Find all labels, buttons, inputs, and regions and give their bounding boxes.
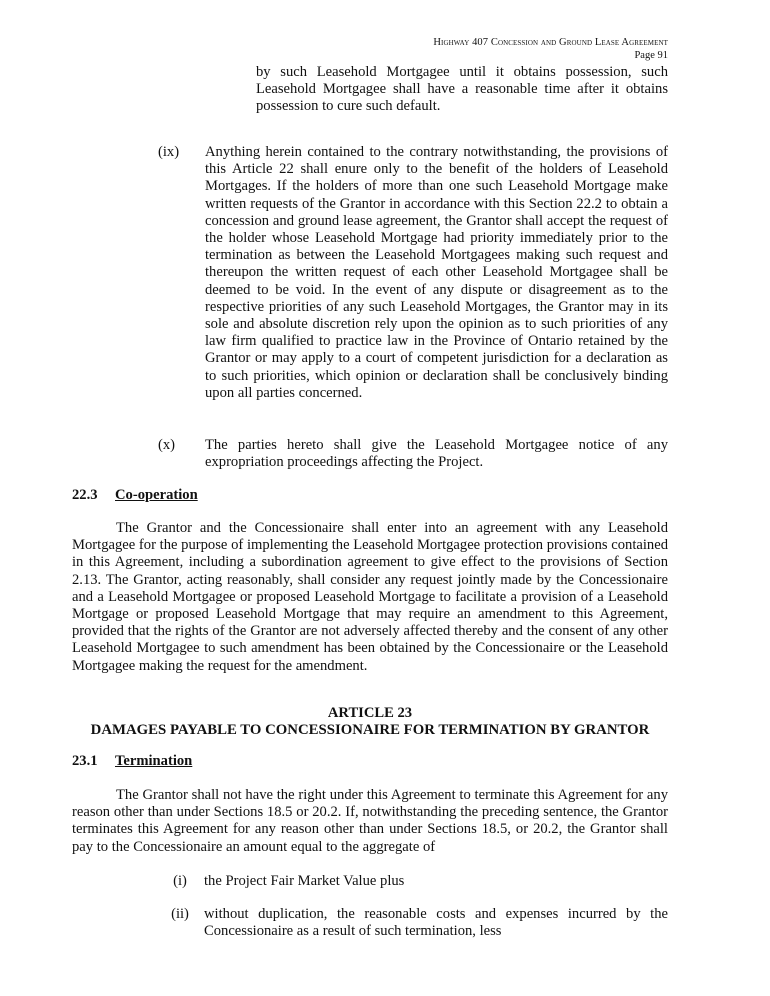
sub-item-text: the Project Fair Market Value plus [204, 873, 405, 889]
header-page-number: Page 91 [634, 50, 668, 61]
section-23-1-paragraph: The Grantor shall not have the right under this Agreement to terminate this Agreement for any reason other than under Sections 18.5 or 20.2. If, notwithstanding the preceding sentence, the Grantor terminates this Agreement for any reason other than under Sections 18.5, or 20.2, the Grantor shall pay to the Concessionaire an amount equal to the aggregate of [72, 787, 668, 855]
list-item-number: (x) [158, 437, 176, 453]
section-22-3-paragraph: The Grantor and the Concessionaire shall enter into an agreement with any Leasehold Mortgagee for the purpose of implementing the Leasehold Mortgagee protection provisions contained in this Agreement, including a subordination agreement to give effect to the provisions of Section 2.13. The Grantor, acting reasonably, shall consider any request jointly made by the Concessionaire and a Leasehold Mortgagee or proposed Leasehold Mortgage to facilitate a provision of a Leasehold Mortgage or proposed Leasehold Mortgage that may require an amendment to this Agreement, provided that the rights of the Grantor are not adversely affected thereby and the consent of any other Leasehold Mortgagee to such amendment has been obtained by the Concessionaire or the Leasehold Mortgagee making the request for the amendment. [72, 520, 668, 674]
section-title: Termination [115, 753, 193, 769]
section-number: 22.3 [72, 487, 98, 503]
list-item-text: The parties hereto shall give the Leasehold Mortgagee notice of any expropriation proceedings affecting the Project. [205, 437, 668, 471]
sub-item-text: without duplication, the reasonable costs and expenses incurred by the Concessionaire as a result of such termination, less [204, 906, 668, 940]
list-item-text: Anything herein contained to the contrary notwithstanding, the provisions of this Article 22 shall enure only to the benefit of the holders of Leasehold Mortgages. If the holders of more than one such Leasehold Mortgage make written requests of the Grantor in accordance with this Section 22.2 to obtain a concession and ground lease agreement, the Grantor shall accept the request of the holder whose Leasehold Mortgage had priority immediately prior to the termination as between the Leasehold Mortgagees making such request and thereupon the written request of each other Leasehold Mortgagee shall be deemed to be void. In the event of any dispute or disagreement as to the respective priorities of any such Leasehold Mortgages, the Grantor may in its sole and absolute discretion rely upon the opinion as to such priorities of any law firm qualified to practice law in the Province of Ontario retained by the Grantor or may apply to a court of competent jurisdiction for a declaration as to such priorities, which opinion or declaration shall be conclusively binding upon all parties concerned. [205, 144, 668, 401]
list-item-number: (ix) [158, 144, 180, 160]
continuation-paragraph: by such Leasehold Mortgagee until it obtains possession, such Leasehold Mortgagee shall have a reasonable time after it obtains possession to cure such default. [256, 64, 668, 115]
section-number: 23.1 [72, 753, 98, 769]
section-heading-23-1 [72, 753, 192, 770]
article-title: DAMAGES PAYABLE TO CONCESSIONAIRE FOR TERMINATION BY GRANTOR [90, 722, 650, 738]
sub-item-i [158, 873, 668, 890]
list-item-ix [158, 144, 668, 402]
section-title: Co-operation [115, 487, 198, 503]
sub-item-number: (i) [173, 873, 187, 889]
sub-item-number: (ii) [171, 906, 189, 922]
sub-item-ii [158, 906, 668, 940]
page-header [433, 36, 668, 62]
article-number: ARTICLE 23 [327, 705, 413, 721]
list-item-x [158, 437, 668, 471]
header-title: Highway 407 Concession and Ground Lease Agreement [433, 37, 668, 48]
section-heading-22-3 [72, 487, 198, 504]
